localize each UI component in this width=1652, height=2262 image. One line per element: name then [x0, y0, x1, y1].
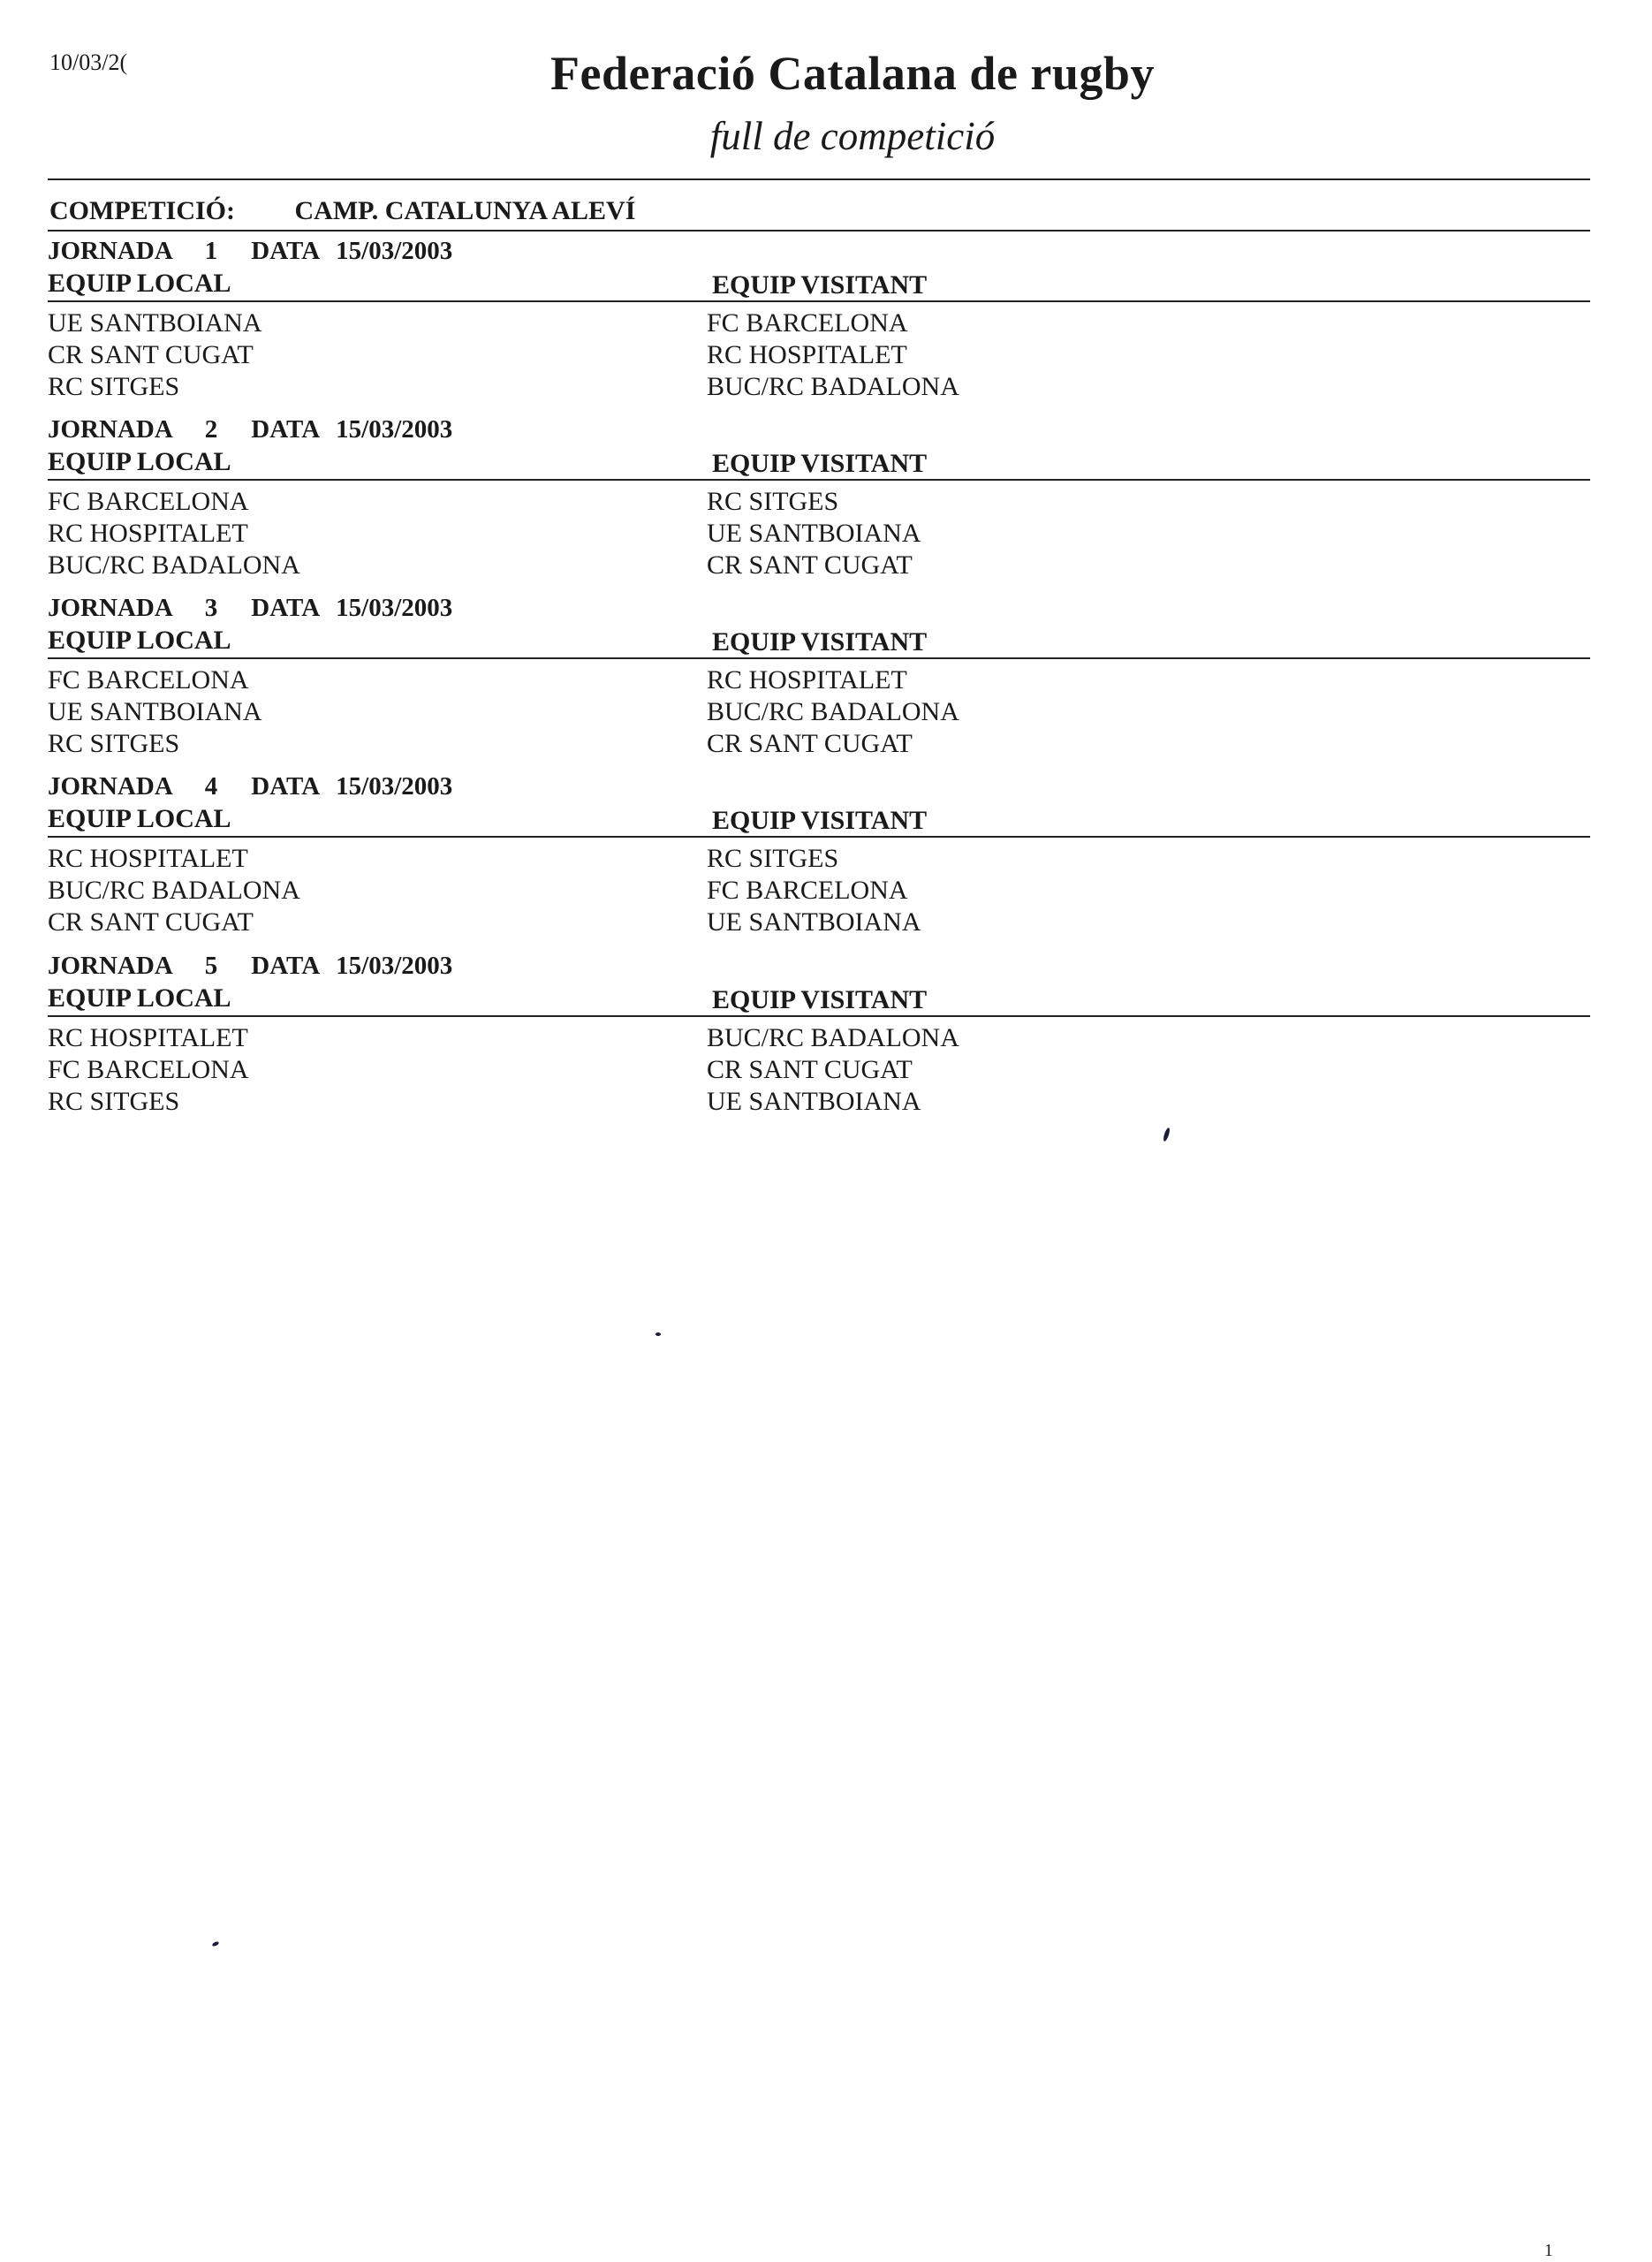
visitor-team: CR SANT CUGAT	[707, 550, 913, 580]
visitor-team: FC BARCELONA	[707, 308, 908, 338]
round-divider	[48, 300, 1590, 302]
round-date: 15/03/2003	[336, 772, 453, 801]
competition-label: COMPETICIÓ:	[49, 196, 235, 225]
visitor-team: UE SANTBOIANA	[707, 519, 921, 548]
round-date-label: DATA	[251, 594, 321, 622]
visitor-team: CR SANT CUGAT	[707, 729, 913, 758]
scan-speck	[655, 1332, 661, 1336]
visitor-team-header: EQUIP VISITANT	[712, 270, 928, 300]
round-date: 15/03/2003	[336, 952, 453, 980]
competition-divider	[48, 230, 1590, 232]
visitor-team-list	[707, 1022, 959, 1118]
local-team-header: EQUIP LOCAL	[48, 983, 231, 1013]
local-team: RC SITGES	[48, 729, 180, 758]
round-date-label: DATA	[251, 772, 321, 801]
visitor-team-header: EQUIP VISITANT	[712, 806, 928, 835]
visitor-team: UE SANTBOIANA	[707, 907, 921, 937]
page-subtitle: full de competició	[709, 114, 996, 158]
round-number: 4	[204, 772, 218, 801]
header-divider	[48, 178, 1590, 180]
round-divider	[48, 479, 1590, 481]
local-team: RC HOSPITALET	[48, 1023, 248, 1052]
visitor-team: CR SANT CUGAT	[707, 1055, 913, 1084]
local-team-list	[48, 843, 300, 938]
round-block	[0, 594, 1652, 770]
scan-speck	[212, 1940, 220, 1947]
local-team: BUC/RC BADALONA	[48, 876, 300, 905]
local-team: FC BARCELONA	[48, 1055, 249, 1084]
visitor-team: RC HOSPITALET	[707, 665, 907, 695]
local-team: CR SANT CUGAT	[48, 340, 254, 369]
local-team: UE SANTBOIANA	[48, 697, 262, 726]
local-team-header: EQUIP LOCAL	[48, 804, 231, 833]
local-team-list	[48, 1022, 249, 1118]
round-number: 3	[204, 594, 218, 622]
round-header	[48, 237, 452, 266]
local-team: CR SANT CUGAT	[48, 907, 254, 937]
local-team: RC HOSPITALET	[48, 519, 248, 548]
round-header	[48, 594, 452, 623]
visitor-team: UE SANTBOIANA	[707, 1087, 921, 1116]
round-label: JORNADA	[48, 237, 173, 265]
local-team: FC BARCELONA	[48, 487, 249, 516]
visitor-team: BUC/RC BADALONA	[707, 1023, 959, 1052]
visitor-team-header: EQUIP VISITANT	[712, 449, 928, 478]
round-date: 15/03/2003	[336, 237, 453, 265]
round-label: JORNADA	[48, 594, 173, 622]
visitor-team-list	[707, 307, 959, 403]
round-date: 15/03/2003	[336, 594, 453, 622]
visitor-team: RC SITGES	[707, 844, 839, 873]
local-team-header: EQUIP LOCAL	[48, 269, 231, 298]
competition-line	[49, 196, 635, 226]
round-block	[0, 415, 1652, 592]
round-label: JORNADA	[48, 415, 173, 444]
print-date: 10/03/2(	[49, 49, 128, 75]
local-team: RC HOSPITALET	[48, 844, 248, 873]
round-block	[0, 772, 1652, 949]
visitor-team-header: EQUIP VISITANT	[712, 985, 928, 1014]
round-date-label: DATA	[251, 952, 321, 980]
local-team: BUC/RC BADALONA	[48, 550, 300, 580]
round-block	[0, 952, 1652, 1128]
visitor-team: BUC/RC BADALONA	[707, 697, 959, 726]
scan-speck	[1163, 1127, 1171, 1142]
round-header	[48, 952, 452, 981]
round-date-label: DATA	[251, 415, 321, 444]
visitor-team: RC SITGES	[707, 487, 839, 516]
round-label: JORNADA	[48, 952, 173, 980]
page-number: 1	[1544, 2241, 1553, 2260]
round-divider	[48, 657, 1590, 659]
local-team: RC SITGES	[48, 1087, 180, 1116]
visitor-team-list	[707, 843, 921, 938]
round-number: 1	[204, 237, 218, 265]
visitor-team: FC BARCELONA	[707, 876, 908, 905]
round-header	[48, 772, 452, 801]
page-title: Federació Catalana de rugby	[550, 47, 1155, 100]
round-number: 5	[204, 952, 218, 980]
local-team: RC SITGES	[48, 372, 180, 401]
visitor-team: BUC/RC BADALONA	[707, 372, 959, 401]
round-divider	[48, 836, 1590, 838]
round-label: JORNADA	[48, 772, 173, 801]
local-team-list	[48, 307, 262, 403]
competition-name: CAMP. CATALUNYA ALEVÍ	[294, 196, 636, 225]
round-date-label: DATA	[251, 237, 321, 265]
visitor-team-list	[707, 664, 959, 760]
visitor-team-header: EQUIP VISITANT	[712, 627, 928, 657]
local-team-header: EQUIP LOCAL	[48, 447, 231, 476]
local-team-list	[48, 486, 300, 581]
round-date: 15/03/2003	[336, 415, 453, 444]
local-team-list	[48, 664, 262, 760]
round-block	[0, 237, 1652, 414]
round-header	[48, 415, 452, 444]
local-team: FC BARCELONA	[48, 665, 249, 695]
visitor-team-list	[707, 486, 921, 581]
visitor-team: RC HOSPITALET	[707, 340, 907, 369]
round-number: 2	[204, 415, 218, 444]
round-divider	[48, 1015, 1590, 1017]
local-team: UE SANTBOIANA	[48, 308, 262, 338]
local-team-header: EQUIP LOCAL	[48, 626, 231, 655]
